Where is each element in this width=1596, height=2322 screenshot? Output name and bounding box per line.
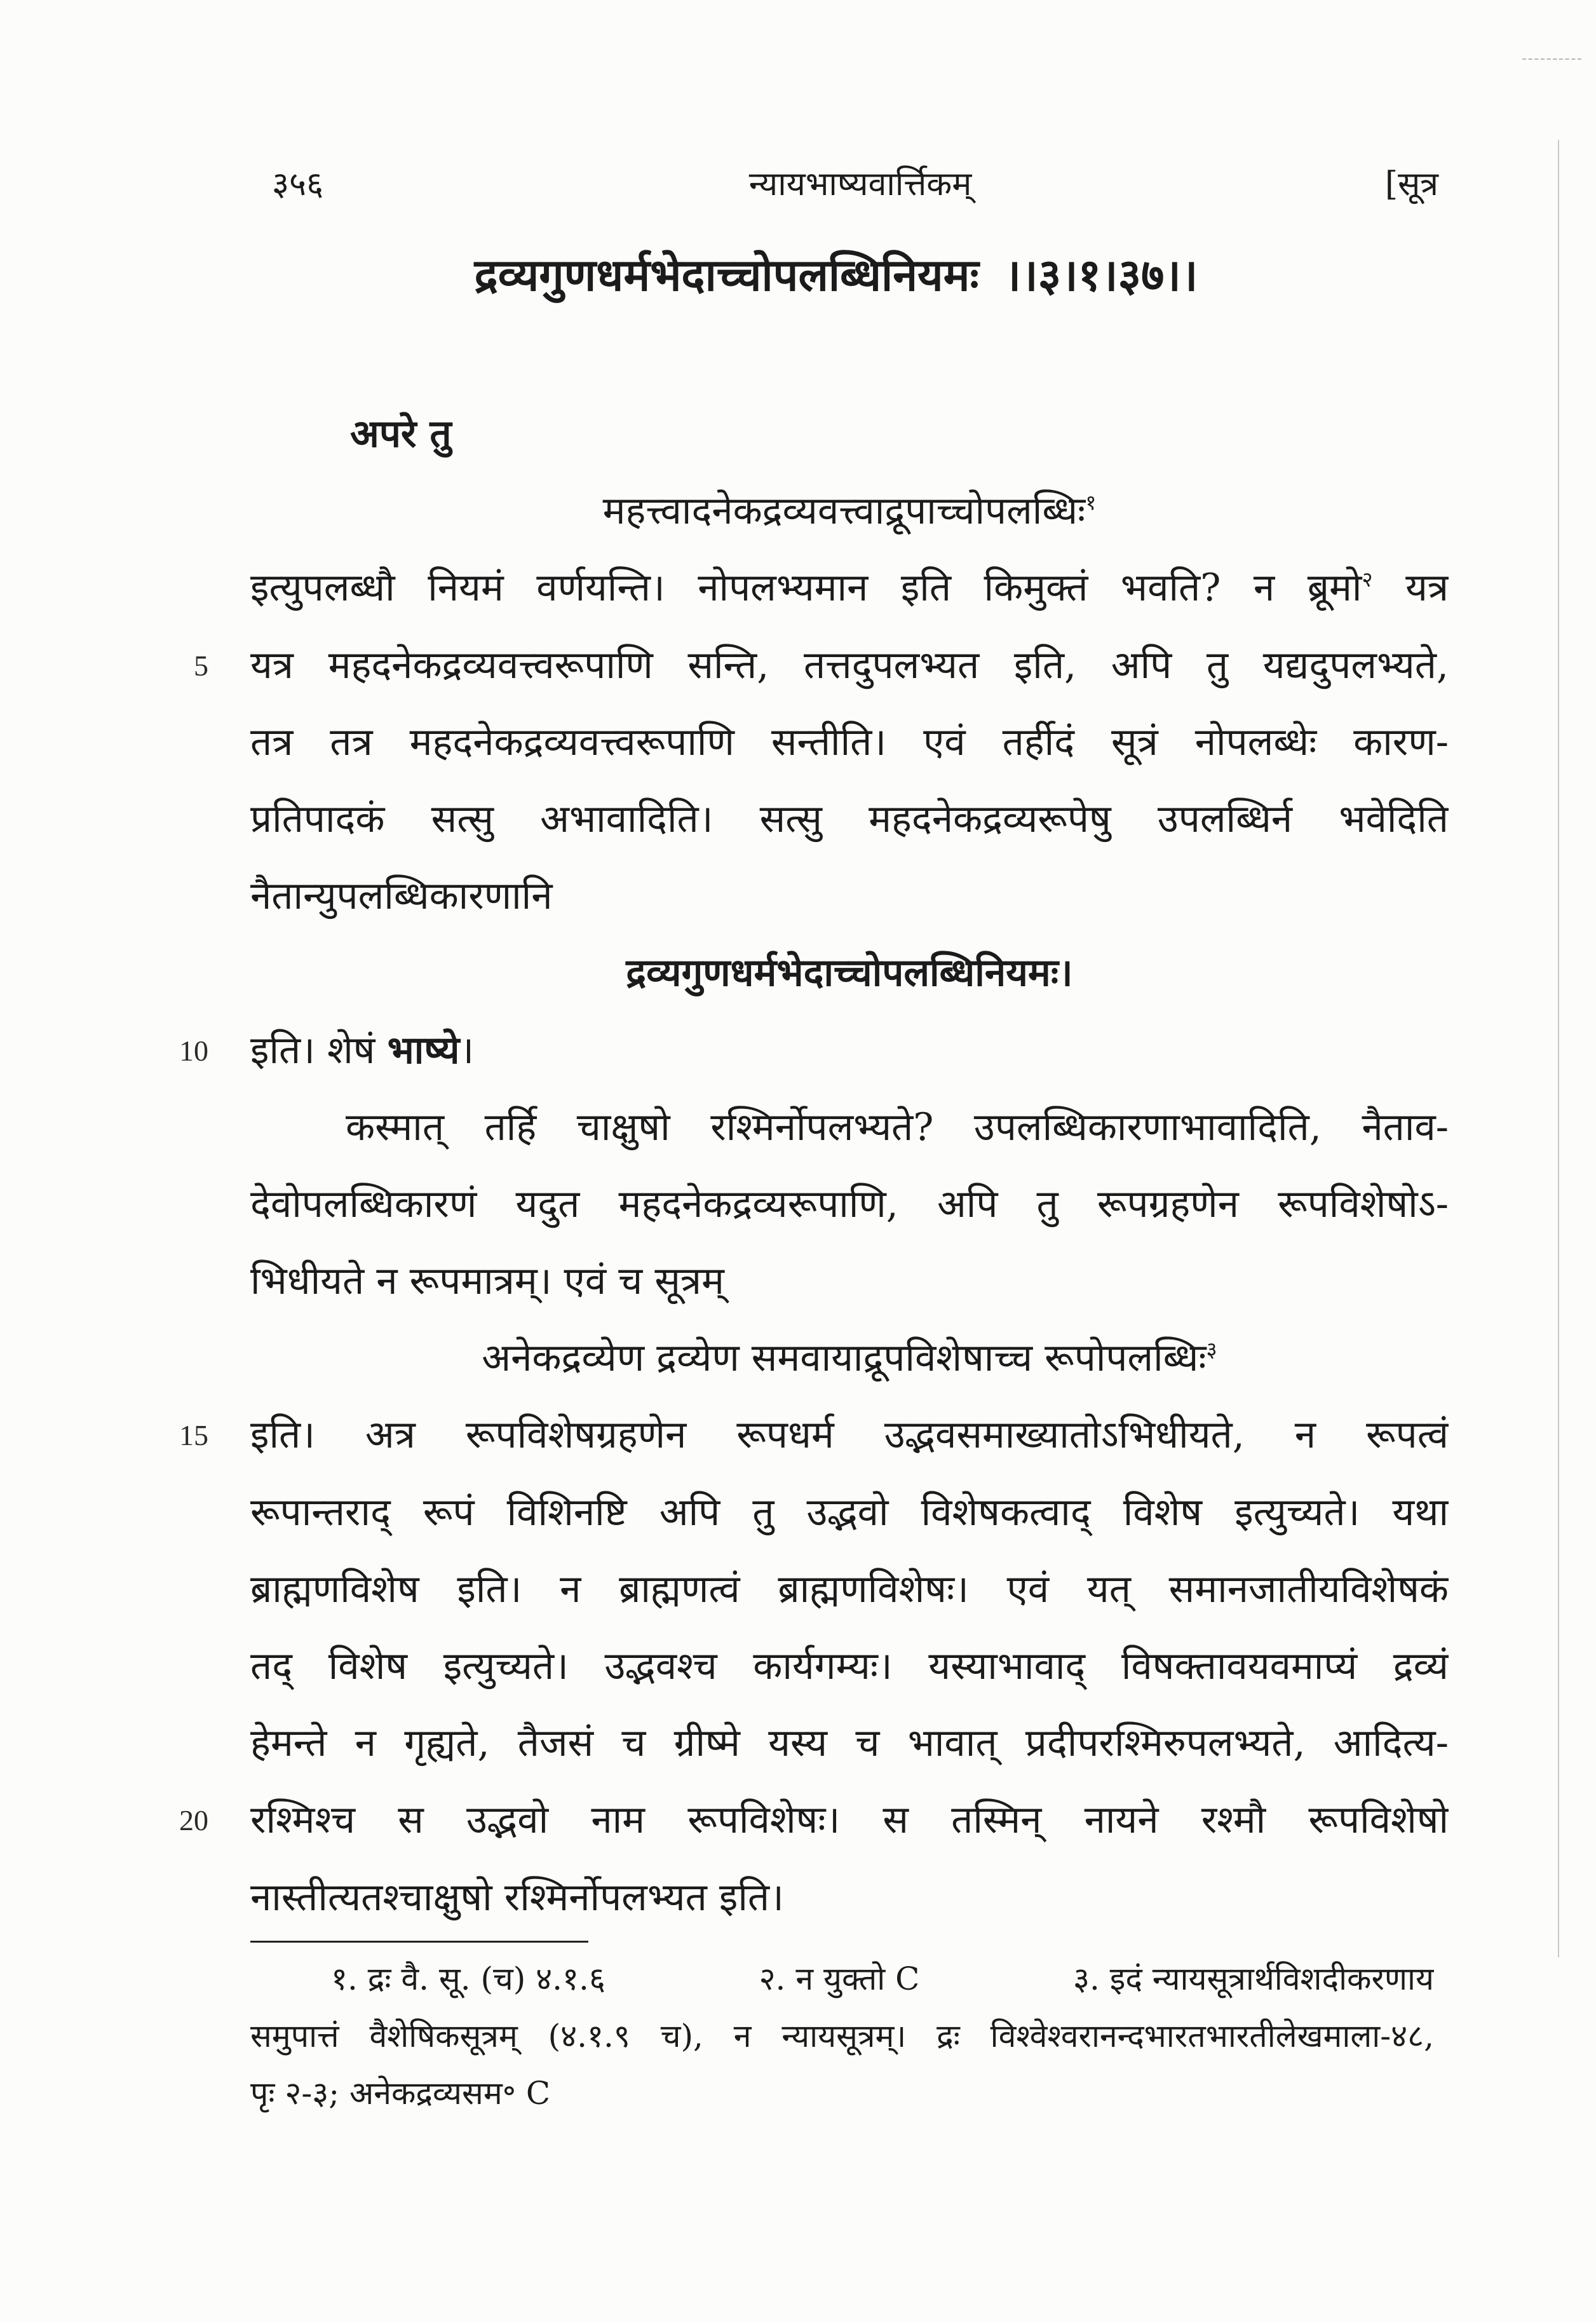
text-line [250,1859,1449,1936]
line-text: इति। अत्र रूपविशेषग्रहणेन रूपधर्म उद्भवसमाख्यातोऽभिधीयते, न रूपत्वं [250,1413,1449,1458]
verse-quote: अनेकद्रव्येण द्रव्येण समवायाद्रूपविशेषाच्च रूपोपलब्धिः [482,1336,1207,1381]
scan-artifact-edge-line [1558,140,1559,1957]
sutra-number: ।।३।१।३७।। [1004,248,1198,301]
line-text: रश्मिश्च स उद्भवो नाम रूपविशेषः। स तस्मिन् नायने रश्मौ रूपविशेषो [250,1798,1449,1843]
line-text: अपरे तु [350,412,452,456]
line-number: 5 [194,649,208,682]
footnote-3: ३. इदं न्यायसूत्रार्थविशदीकरणाय [1073,1960,1434,1997]
footnote-marker: ३ [1206,1336,1217,1362]
line-text: नैतान्युपलब्धिकारणानि [250,874,553,919]
text-line [250,704,1449,781]
footnote-line: समुपात्तं वैशेषिकसूत्रम् (४.१.९ च), न न्यायसूत्रम्। द्रः विश्वेश्वरानन्दभारतभारतीलेखमाला-४८, [250,2018,1434,2054]
line-segment: इत्युपलब्धौ नियमं वर्णयन्ति। नोपलभ्यमान इति किमुक्तं भवति? न ब्रूमो [250,566,1362,611]
running-title: न्यायभाष्यवार्त्तिकम् [748,165,972,203]
text-line [194,627,1449,704]
text-line [250,1089,1449,1166]
line-text: तद् विशेष इत्युच्यते। उद्भवश्च कार्यगम्यः। यस्याभावाद् विषक्तावयवमाप्यं द्रव्यं [250,1644,1449,1688]
text-line [250,935,1449,1012]
footnote-rule [250,1941,588,1943]
text-line [250,781,1449,858]
text-line [250,1166,1449,1243]
text-line [250,1320,1449,1397]
text-line [250,1474,1449,1551]
footnotes [250,1950,1434,2122]
line-text: यत्र महदनेकद्रव्यवत्त्वरूपाणि सन्ति, तत्तदुपलभ्यत इति, अपि तु यद्यदुपलभ्यते, [250,642,1449,688]
footnote-marker: १ [1085,489,1097,515]
line-text: रूपान्तराद् रूपं विशिनष्टि अपि तु उद्भवो विशेषकत्वाद् विशेष इत्युच्यते। यथा [250,1490,1449,1535]
footnote-1: १. द्रः वै. सू. (च) ४.१.६ [331,1960,605,1997]
line-number: 15 [179,1419,208,1452]
text-line [179,1012,1449,1089]
line-text [250,1320,1449,1397]
text-line [179,1782,1449,1859]
sutra-quote: द्रव्यगुणधर्मभेदाच्चोपलब्धिनियमः। [626,951,1073,996]
footnote-2: २. न युक्तो C [759,1960,920,1997]
line-segment: यत्र [1372,566,1449,611]
line-text [250,473,1449,550]
line-text: भिधीयते न रूपमात्रम्। एवं च सूत्रम् [250,1259,724,1304]
text-line [250,550,1449,627]
text-line [179,1397,1449,1474]
section-label: [सूत्र [1384,165,1438,203]
line-number: 10 [179,1034,208,1067]
line-text: प्रतिपादकं सत्सु अभावादिति। सत्सु महदनेकद्रव्यरूपेषु उपलब्धिर्न भवेदिति [250,796,1449,841]
text-line [250,1628,1449,1705]
line-text: नास्तीत्यतश्चाक्षुषो रश्मिर्नोपलभ्यत इति। [250,1875,784,1920]
page-number: ३५६ [272,165,324,203]
line-text: हेमन्ते न गृह्यते, तैजसं च ग्रीष्मे यस्य च भावात् प्रदीपरश्मिरुपलभ्यते, आदित्य- [250,1721,1449,1766]
text-line [250,473,1449,550]
line-segment: इति। शेषं [250,1028,388,1073]
bold-word: भाष्ये [387,1028,460,1073]
verse-quote: महत्त्वादनेकद्रव्यवत्त्वाद्रूपाच्चोपलब्धिः [602,489,1086,534]
text-line [250,1551,1449,1628]
footnote-line [250,1950,1434,2007]
sutra-text: द्रव्यगुणधर्मभेदाच्चोपलब्धिनियमः [474,248,979,301]
line-text: तत्र तत्र महदनेकद्रव्यवत्त्वरूपाणि सन्तीति। एवं तर्हीदं सूत्रं नोपलब्धेः कारण- [250,719,1449,764]
footnote-marker: २ [1362,566,1373,592]
sutra-heading [350,243,1322,307]
text-line [250,1243,1449,1320]
body-text [179,396,1449,1936]
line-text: देवोपलब्धिकारणं यदुत महदनेकद्रव्यरूपाणि, अपि तु रूपग्रहणेन रूपविशेषोऽ- [250,1181,1449,1226]
text-line [250,858,1449,935]
text-line [250,1705,1449,1782]
line-text [250,550,1449,627]
scan-artifact-dash [1522,58,1581,60]
line-text: कस्मात् तर्हि चाक्षुषो रश्मिर्नोपलभ्यते? उपलब्धिकारणाभावादिति, नैताव- [346,1104,1449,1150]
line-segment: । [459,1028,475,1073]
footnote-line: पृः २-३; अनेकद्रव्यसम॰ C [250,2075,551,2112]
line-number: 20 [179,1804,208,1837]
line-text: ब्राह्मणविशेष इति। न ब्राह्मणत्वं ब्राह्मणविशेषः। एवं यत् समानजातीयविशेषकं [250,1566,1449,1612]
text-line [250,396,1449,473]
line-text [250,1012,1449,1089]
